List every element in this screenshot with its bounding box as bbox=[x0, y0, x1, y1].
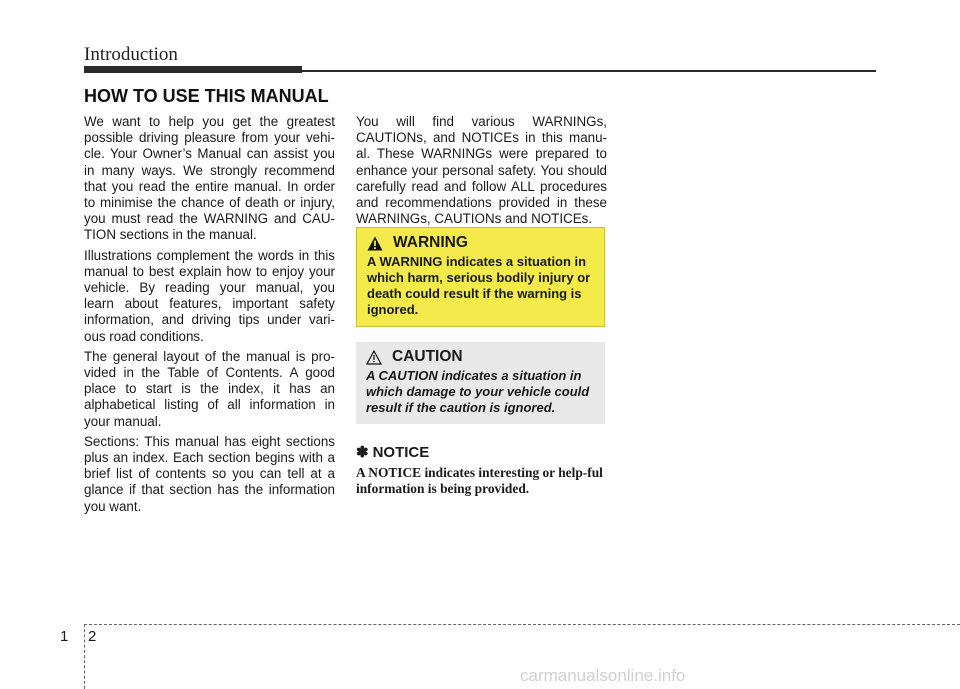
footer-divider bbox=[84, 624, 85, 689]
caution-box bbox=[356, 342, 605, 424]
warning-title: WARNING bbox=[393, 234, 468, 251]
paragraph: The general layout of the manual is pro-vided in the Table of Contents. A good place to start is the index, it has an alphabetical listing of all information in your manual. bbox=[84, 348, 335, 429]
footer-rule bbox=[84, 624, 960, 625]
page-number: 2 bbox=[88, 628, 97, 645]
warning-box bbox=[356, 227, 605, 327]
chapter-title: Introduction bbox=[84, 44, 178, 65]
intro-paragraph: You will find various WARNINGs, CAUTIONs, and NOTICEs in this manu-al. These WARNINGs were prepared to enhance your personal safety. You should carefully read and follow ALL procedures and recommendations provided in these WARNINGs, CAUTIONs and NOTICEs. bbox=[356, 114, 607, 227]
caution-triangle-icon bbox=[366, 350, 382, 365]
notice-text: A NOTICE indicates interesting or help-ful information is being provided. bbox=[356, 465, 603, 496]
right-column bbox=[356, 114, 607, 231]
caution-text: A CAUTION indicates a situation in which damage to your vehicle could result if the caution is ignored. bbox=[366, 368, 590, 415]
paragraph: We want to help you get the greatest possible driving pleasure from your vehi-cle. Your Owner’s Manual can assist you in many ways. We strongly recommend that you read the entire manual. In order to minimise the chance of death or injury, you must read the WARNING and CAU-TION sections in the manual. bbox=[84, 114, 335, 243]
warning-triangle-icon bbox=[367, 236, 383, 251]
caution-title-row bbox=[366, 348, 596, 366]
paragraph: Illustrations complement the words in this manual to best explain how to enjoy your vehicle. By reading your manual, you learn about features, important safety information, and driving tips under vari-ous road conditions. bbox=[84, 247, 335, 344]
notice-heading bbox=[356, 443, 429, 461]
notice-title: NOTICE bbox=[372, 443, 430, 461]
header-bar bbox=[84, 66, 302, 73]
watermark: carmanualsonline.info bbox=[520, 666, 686, 685]
warning-text: A WARNING indicates a situation in which harm, serious bodily injury or death could result if the warning is ignored. bbox=[367, 254, 591, 317]
left-column bbox=[84, 114, 335, 519]
warning-title-row bbox=[367, 234, 595, 252]
header-rule bbox=[302, 70, 876, 72]
chapter-number: 1 bbox=[60, 628, 69, 645]
paragraph: Sections: This manual has eight sections plus an index. Each section begins with a brief list of contents so you can tell at a glance if that section has the information you want. bbox=[84, 433, 335, 514]
caution-title: CAUTION bbox=[392, 348, 463, 365]
section-heading: HOW TO USE THIS MANUAL bbox=[84, 86, 329, 106]
notice-star-icon: ✽ bbox=[356, 444, 369, 461]
